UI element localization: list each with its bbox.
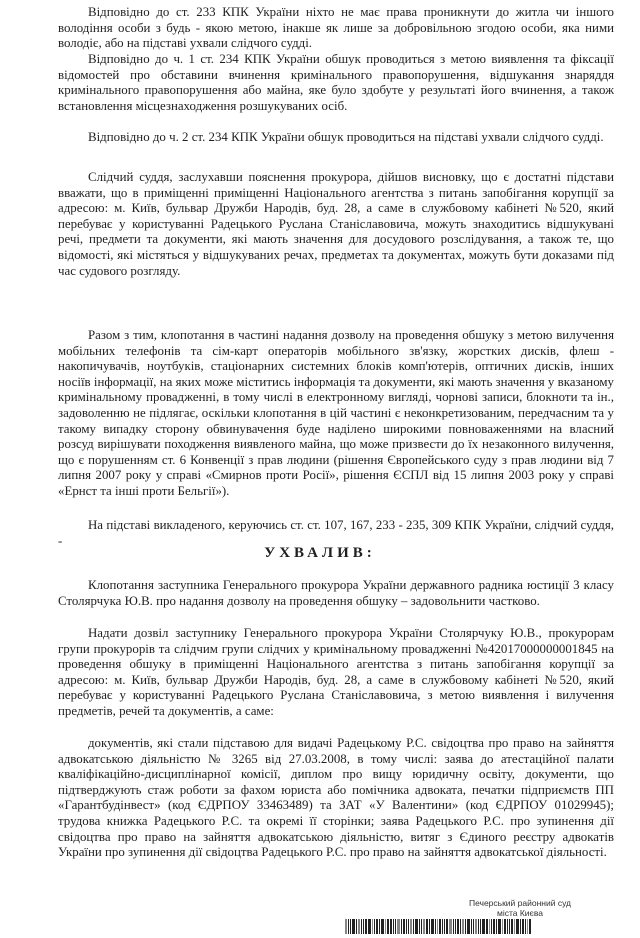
barcode-stripe: [350, 919, 351, 934]
barcode-stripe: [429, 919, 430, 934]
court-city-line: міста Києва: [496, 908, 544, 918]
barcode-stripe: [498, 919, 501, 934]
barcode-stripe: [435, 919, 436, 934]
barcode-stripe: [390, 919, 392, 934]
barcode-stripe: [410, 919, 412, 934]
barcode-stripe: [345, 919, 347, 934]
barcode-stripe: [496, 919, 497, 934]
barcode-stripe: [348, 919, 349, 934]
barcode-stripe: [415, 919, 418, 934]
court-name-line: Печерський районний суд: [468, 898, 572, 908]
barcode-stripe: [504, 919, 506, 934]
barcode-stripe: [431, 919, 434, 934]
document-barcode: [345, 919, 605, 934]
barcode-stripe: [361, 919, 362, 934]
barcode-stripe: [408, 919, 409, 934]
barcode-stripe: [449, 919, 452, 934]
barcode-stripe: [509, 919, 510, 934]
barcode-stripe: [462, 919, 464, 934]
barcode-stripe: [491, 919, 492, 934]
barcode-stripe: [444, 919, 445, 934]
barcode-stripe: [467, 919, 470, 934]
barcode-stripe: [514, 919, 515, 934]
barcode-stripe: [446, 919, 448, 934]
barcode-stripe: [437, 919, 438, 934]
paragraph-partial-refusal: Разом з тим, клопотання в частині надання дозволу на проведення обшуку з метою вилучення мобільних телефонів та сім-карт операторів мобільного зв'язку, жорстких дисків, флеш - накопичувачів, ноутбуків, стаціонарних системних блоків комп'ютерів, оптичних дисків, інших носіїв інформації, на яких може міститись інформація та документи, які мають значення у вказаному кримінальному провадженні, в тому числі в електронному вигляді, чорнові записи, блокноти та ін., задоволенню не підлягає, оскільки клопотання в цій частині є неконкретизованим, передчасним та у такому випадку сторону обвинувачення буде наділено широкими повноваженнями на власний розсуд вирішувати походження виявленого майна, що може призвести до їх незаконного вилучення, що є порушенням ст. 6 Конвенції з прав людини (рішення Європейського суду з прав людини від 7 липня 2007 року у справі «Смирнов проти Росії», рішення ЄСПЛ від 15 липня 2003 року у справі «Ернст та інші проти Бельгії»).: [58, 328, 614, 498]
barcode-stripe: [475, 919, 477, 934]
barcode-stripe: [374, 919, 375, 934]
barcode-stripe: [520, 919, 521, 934]
decision-heading: УХВАЛИВ:: [264, 545, 376, 561]
barcode-stripe: [473, 919, 474, 934]
barcode-stripe: [516, 919, 519, 934]
barcode-stripe: [480, 919, 481, 934]
barcode-stripe: [529, 919, 531, 934]
barcode-stripe: [379, 919, 380, 934]
barcode-stripe: [368, 919, 371, 934]
barcode-stripe: [511, 919, 513, 934]
barcode-stripe: [397, 919, 400, 934]
barcode-stripe: [442, 919, 443, 934]
barcode-stripe: [502, 919, 503, 934]
barcode-stripe: [401, 919, 402, 934]
barcode-stripe: [406, 919, 407, 934]
barcode-stripe: [465, 919, 466, 934]
paragraph-documents-list: документів, які стали підставою для видачі Радецькому Р.С. свідоцтва про право на зайняття адвокатською діяльністю № 3265 від 27.03.2008, в тому числі: заява до атестаційної палати кваліфікаційно-дисциплінарної комісії, диплом про вищу юридичну освіту, документи, що підтверджують стаж роботи за фахом юриста або помічника адвоката, печатки підприємств ПП «Гарантбудінвест» (код ЄДРПОУ 33463489) та ЗАТ «У Валентини» (код ЄДРПОУ 01029945); трудова книжка Радецького Р.С. та окремі її сторінки; заява Радецького Р.С. про зупинення дії свідоцтва про право на зайняття адвокатською діяльністю, витяг з Єдиного реєстру адвокатів України про зупинення дії свідоцтва Радецького Р.С. про право на зайняття адвокатської діяльності.: [58, 736, 614, 860]
barcode-stripe: [419, 919, 420, 934]
paragraph-art-234-part-2: Відповідно до ч. 2 ст. 234 КПК України обшук проводиться на підставі ухвали слідчого судді.: [88, 130, 604, 144]
barcode-stripe: [439, 919, 441, 934]
barcode-stripe: [376, 919, 378, 934]
barcode-stripe: [525, 919, 526, 934]
barcode-stripe: [522, 919, 524, 934]
barcode-stripe: [486, 919, 488, 934]
paragraph-art-234-part-1: Відповідно до ч. 1 ст. 234 КПК України обшук проводиться з метою виявлення та фіксації відомостей про обставини вчинення кримінального правопорушення, відшукання знаряддя кримінального правопорушення або майна, яке було здобуте у результаті його вчинення, а також встановлення місцезнаходження розшукуваних осіб.: [58, 52, 614, 113]
barcode-stripe: [365, 919, 367, 934]
paragraph-search-permission: Надати дозвіл заступнику Генерального прокурора України Столярчуку Ю.В., прокурорам групи прокурорів та слідчим групи слідчих у кримінальному провадженні №42017000000001845 на проведення обшуку в приміщенні Національного агентства з питань запобігання корупції за адресою: м. Київ, бульвар Дружби Народів, буд. 28, а саме в службовому кабінеті №520, який перебуває у користуванні Радецького Руслана Станіславовича, з метою виявлення і вилучення предметів, речей та документів, а саме:: [58, 626, 614, 718]
paragraph-legal-basis: На підставі викладеного, керуючись ст. ст. 107, 167, 233 - 235, 309 КПК України, слідчий суддя, -: [58, 518, 614, 548]
barcode-stripe: [493, 919, 495, 934]
barcode-stripe: [478, 919, 479, 934]
barcode-stripe: [395, 919, 396, 934]
barcode-stripe: [527, 919, 528, 934]
paragraph-art-233: Відповідно до ст. 233 КПК України ніхто не має права проникнути до житла чи іншого володіння особи з будь - якою метою, інакше як лише за добровільною згодою особи, яка ними володіє, або на підставі ухвали слідчого судді.: [58, 5, 614, 51]
barcode-stripe: [363, 919, 364, 934]
court-stamp-text: [440, 898, 600, 918]
barcode-stripe: [385, 919, 386, 934]
barcode-stripe: [413, 919, 414, 934]
barcode-stripe: [393, 919, 394, 934]
paragraph-judge-conclusion: Слідчий суддя, заслухавши пояснення прокурора, дійшов висновку, що є достатні підстави вважати, що в приміщенні приміщенні Національного агентства з питань запобігання корупції за адресою: м. Київ, бульвар Дружби Народів, буд. 28, а саме в службовому кабінеті №520, який перебуває у користуванні Радецького Руслана Станіславовича, можуть знаходитись відшукувані речі, предмети та документи, які мають значення для досудового розслідування, а також те, що відомості, які містяться у відшукуваних речах, предметах та документах, можуть бути доказами під час судового розгляду.: [58, 170, 614, 278]
barcode-stripe: [421, 919, 422, 934]
barcode-stripe: [352, 919, 355, 934]
barcode-stripe: [403, 919, 405, 934]
barcode-stripe: [387, 919, 389, 934]
barcode-stripe: [381, 919, 384, 934]
barcode-stripe: [372, 919, 373, 934]
barcode-stripe: [453, 919, 454, 934]
barcode-stripe: [358, 919, 360, 934]
paragraph-motion-granted: Клопотання заступника Генерального прокурора України державного радника юстиції 3 класу Столярчука Ю.В. про надання дозволу на проведення обшуку – задовольнити частково.: [58, 578, 614, 608]
barcode-stripe: [489, 919, 490, 934]
barcode-stripe: [455, 919, 456, 934]
barcode-stripe: [482, 919, 485, 934]
barcode-stripe: [356, 919, 357, 934]
barcode-stripe: [423, 919, 425, 934]
barcode-stripe: [460, 919, 461, 934]
barcode-stripe: [426, 919, 428, 934]
barcode-stripe: [507, 919, 508, 934]
barcode-stripe: [471, 919, 472, 934]
barcode-stripe: [457, 919, 459, 934]
